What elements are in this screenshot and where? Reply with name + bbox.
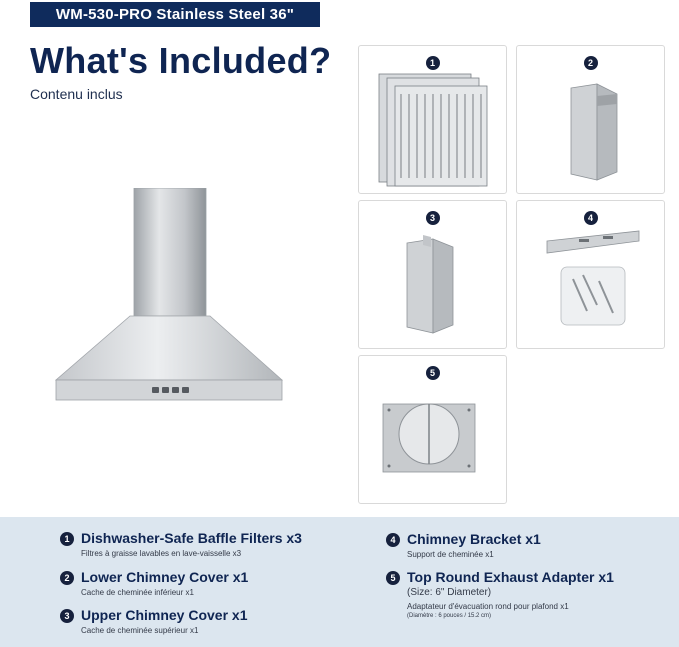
card-chimney-bracket <box>516 200 665 349</box>
item-subtitle: Support de cheminée x1 <box>407 550 494 559</box>
item-title: Lower Chimney Cover x1 <box>81 569 249 585</box>
item-number-badge: 3 <box>60 609 74 623</box>
page-title: What's Included? <box>30 40 332 81</box>
item-title: Top Round Exhaust Adapter x1 <box>407 569 614 585</box>
card-number-badge: 5 <box>426 366 440 380</box>
item-title: Chimney Bracket x1 <box>407 531 541 547</box>
range-hood-image <box>52 188 288 408</box>
model-banner: WM-530-PRO Stainless Steel 36" <box>30 2 320 27</box>
card-number-badge: 3 <box>426 211 440 225</box>
item-title: Upper Chimney Cover x1 <box>81 607 248 623</box>
card-exhaust-adapter <box>358 355 507 504</box>
item-number-badge: 4 <box>386 533 400 547</box>
chimney-bracket-image <box>517 201 666 350</box>
card-lower-chimney <box>516 45 665 194</box>
upper-chimney-image <box>359 201 508 350</box>
card-upper-chimney <box>358 200 507 349</box>
lower-chimney-image <box>517 46 666 195</box>
page-subtitle: Contenu inclus <box>30 86 123 102</box>
item-size: (Size: 6" Diameter) <box>407 587 492 598</box>
item-number-badge: 5 <box>386 571 400 585</box>
item-subtitle: Cache de cheminée supérieur x1 <box>81 626 199 635</box>
card-baffle-filters <box>358 45 507 194</box>
item-size-metric: (Diamètre : 6 pouces / 15.2 cm) <box>407 613 492 619</box>
item-subtitle: Adaptateur d'évacuation rond pour plafond x1 <box>407 602 569 611</box>
exhaust-adapter-image <box>359 356 508 505</box>
included-items-list <box>0 517 679 647</box>
item-title: Dishwasher-Safe Baffle Filters x3 <box>81 530 302 546</box>
item-subtitle: Filtres à graisse lavables en lave-vaisselle x3 <box>81 549 242 558</box>
item-number-badge: 1 <box>60 532 74 546</box>
baffle-filters-image <box>359 46 508 195</box>
item-subtitle: Cache de cheminée inférieur x1 <box>81 588 194 597</box>
card-number-badge: 2 <box>584 56 598 70</box>
card-number-badge: 4 <box>584 211 598 225</box>
item-number-badge: 2 <box>60 571 74 585</box>
card-number-badge: 1 <box>426 56 440 70</box>
